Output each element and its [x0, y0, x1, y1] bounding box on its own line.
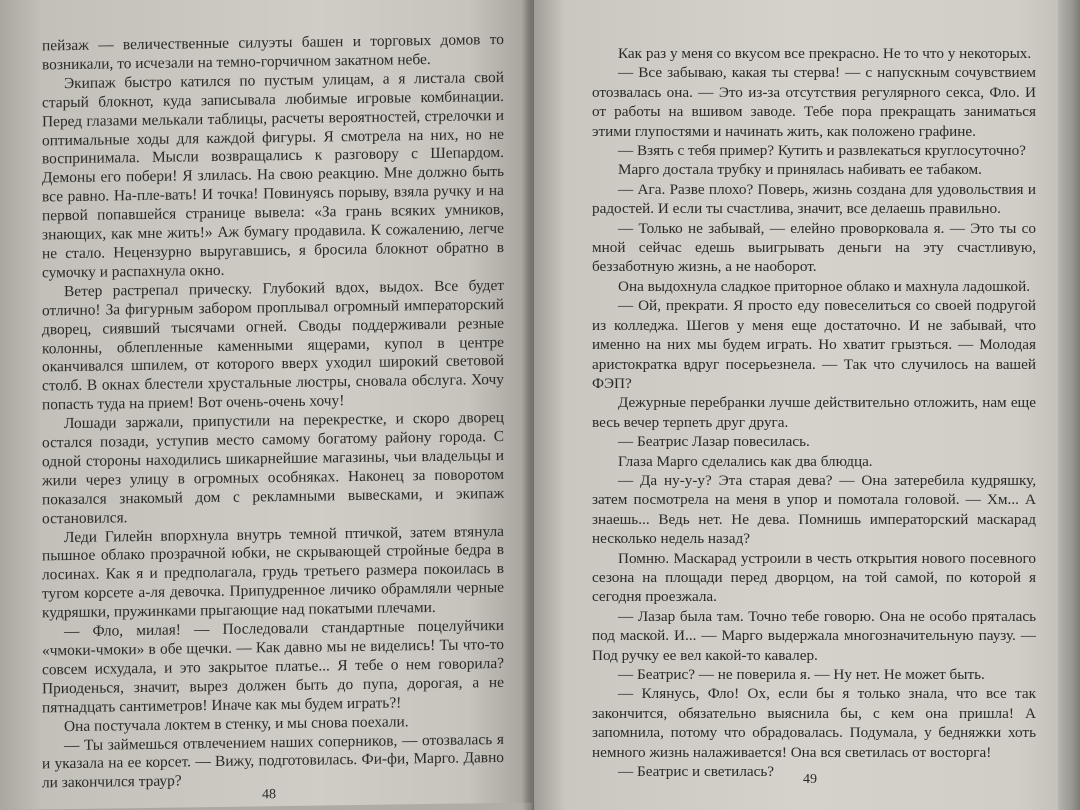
paragraph: пейзаж — величественные силуэты башен и торговых домов то возникали, то исчезали на темно-горчичном закатном небе.	[42, 30, 504, 74]
page-number: 49	[803, 772, 817, 787]
paragraph: Ветер растрепал прическу. Глубокий вдох, выдох. Все будет отлично! За фигурным забором проплывал огромный императорский дворец, сиявший тысячами огней. Своды поддерживали резные колонны, облепленные каменными ящерами, купол в центре оканчивался шпилем, от которого вверх уходил широкий световой столб. В окнах блестели хрустальные люстры, сновала обслуга. Хочу попасть туда на прием! Вот очень-очень хочу!	[42, 276, 504, 414]
paragraph: Леди Гилейн впорхнула внутрь темной птичкой, затем втянула пышное облако прозрачной юбки, не скрывающей стройные бедра в лосинах. Как я и предполагала, грудь третьего размера покоилась в тугом корсете а-ля девочка. Припудренное личико обрамляли черные кудряшки, пружинками прыгающие над покатыми плечами.	[42, 522, 504, 622]
paragraph: Она постучала локтем в стенку, и мы снова поехали.	[64, 712, 409, 735]
left-page	[0, 0, 532, 810]
paragraph: — Да ну-у-у? Эта старая дева? — Она затеребила кудряшку, затем посмотрела на меня в упор и помотала головой. — Хм... А знаешь... Ведь нет. Не дева. Помнишь императорский маскарад несколько недель назад?	[592, 471, 1036, 548]
paragraph: — Ой, прекрати. Я просто еду повеселиться со своей подругой из колледжа. Шегов у меня еще достаточно. И не забывай, что именно на них мы будем играть. Но хватит грызться. — Молодая аристократка вдруг посерьезнела. — Так что случилось на вашей ФЭП?	[592, 297, 1036, 392]
paragraph: — Лазар была там. Точно тебе говорю. Она не особо пряталась под маской. И... — Марго выдержала многозначительную паузу. — Под ручку ее вел какой-то кавалер.	[592, 607, 1036, 664]
paragraph: — Беатрис? — не поверила я. — Ну нет. Не может быть.	[618, 666, 985, 683]
paragraph: — Беатрис Лазар повесилась.	[618, 433, 810, 451]
paragraph: Дежурные перебранки лучше действительно отложить, нам еще весь вечер терпеть друг друга.	[592, 394, 1036, 431]
paragraph: — Взять с тебя пример? Кутить и развлекаться круглосуточно?	[618, 142, 1026, 160]
paragraph: — Клянусь, Фло! Ох, если бы я только знала, что все так закончится, обязательно выяснила бы, с кем она пришла! А запомнила, потому что обрадовалась. Подумала, у бедняжки хоть немного жизнь налаживается! Она вся светилась от восторга!	[592, 685, 1036, 761]
paragraph: Как раз у меня со вкусом все прекрасно. Не то что у некоторых.	[618, 45, 1032, 62]
paragraph: — Ага. Разве плохо? Поверь, жизнь создана для удовольствия и радостей. И если ты счастлива, значит, все делаешь правильно.	[592, 180, 1036, 218]
paragraph: — Только не забывай, — елейно проворковала я. — Это ты со мной сейчас едешь выигрывать деньги на эту счастливую, беззаботную жизнь, а не наоборот.	[592, 219, 1036, 276]
right-page	[534, 0, 1060, 810]
paragraph: Лошади заржали, припустили на перекрестке, и скоро дворец остался позади, уступив место самому богатому району города. С одной стороны находились шикарнейшие магазины, чьи владельцы и жили через улицу в огромных особняках. Наконец за поворотом показался знакомый дом с рекламными вывесками, и экипаж остановился.	[42, 409, 504, 528]
paragraph: Помню. Маскарад устроили в честь открытия нового посевного сезона на площади перед дворцом, на той самой, по которой я сегодня проезжала.	[592, 549, 1036, 606]
page-number: 48	[262, 787, 276, 803]
paragraph: Экипаж быстро катился по пустым улицам, а я листала свой старый блокнот, куда записывала любимые игровые комбинации. Перед глазами мелькали таблицы, расчеты вероятностей, стрелочки и оптимальные ходы для каждой фигуры. Я смотрела на них, но не воспринимала. Мысли возвращались к разговору с Шепардом. Демоны его побери! Я злилась. На свою реакцию. Мне должно быть все равно. На-пле-вать! И точка! Повинуясь порыву, взяла ручку и на первой попавшейся странице вывела: «За грань всяких умников, знающих, как мне жить!» Аж бумагу продавила. К сожалению, легче не стало. Нецензурно выругавшись, я бросила блокнот обратно в сумочку и распахнула окно.	[42, 68, 504, 282]
paragraph: — Ты займешься отвлечением наших соперников, — отозвалась я и указала на ее корсет. — Вижу, подготовилась. Фи-фи, Марго. Давно ли закончился траур?	[42, 730, 504, 792]
paragraph: Глаза Марго сделались как два блюдца.	[618, 452, 873, 470]
paragraph: — Все забываю, какая ты стерва! — с напускным сочувствием отозвалась она. — Это из-за отсутствия регулярного секса, Фло. И от работы на вшивом заводе. Тебе пора прекращать заниматься этими глупостями и начинать жить, как положено графине.	[592, 64, 1036, 140]
paragraph: — Фло, милая! — Последовали стандартные поцелуйчики «чмоки-чмоки» в обе щечки. — Как давно мы не виделись! Ты что-то совсем исхудала, и это закрытое платье... Я тебе о нем говорила? Приоденься, значит, вырез должен быть до пупа, дорогая, а не пятнадцать сантиметров! Иначе как мы будем играть?!	[42, 617, 504, 717]
paragraph: Марго достала трубку и принялась набивать ее табаком.	[618, 161, 982, 179]
page-edge-shadow	[1058, 0, 1080, 810]
paragraph: — Беатрис и светилась?	[618, 763, 775, 781]
paragraph: Она выдохнула сладкое приторное облако и махнула ладошкой.	[618, 277, 1031, 295]
